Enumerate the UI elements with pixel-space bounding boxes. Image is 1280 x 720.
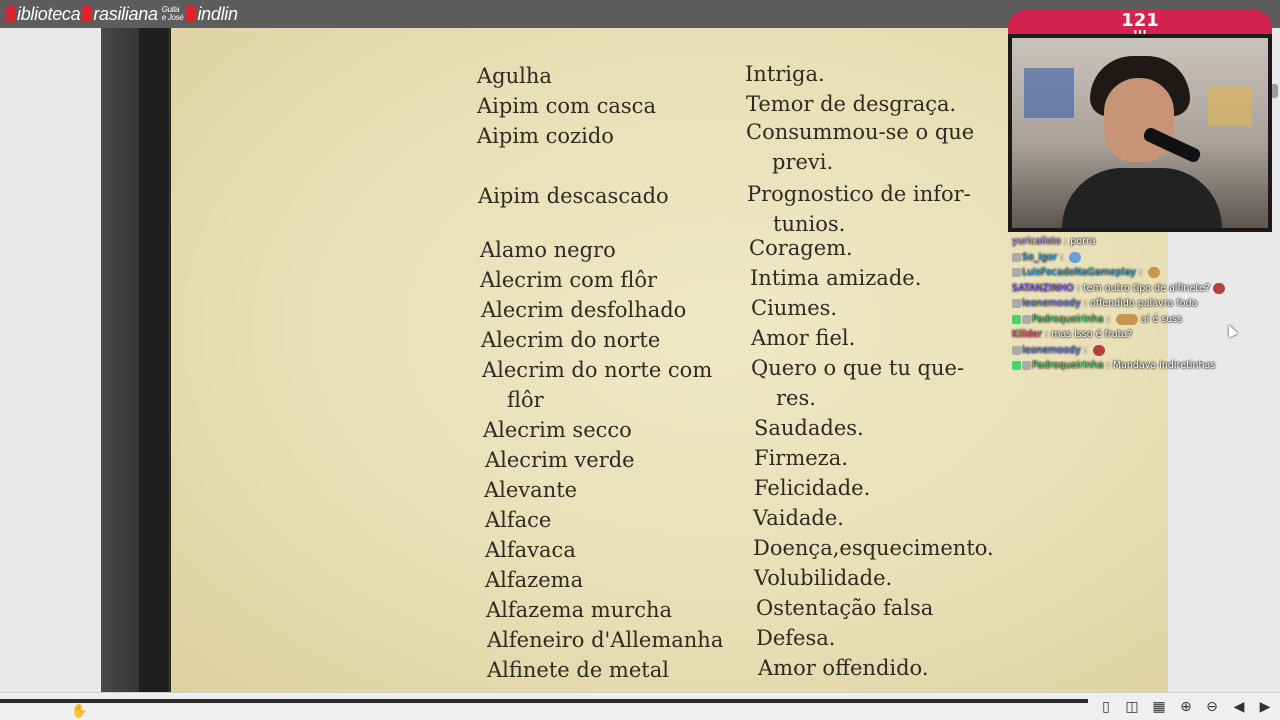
chat-user: LuisFocadoNaGameplay — [1022, 267, 1136, 278]
entry-term: Alecrim desfolhado — [481, 298, 687, 322]
entry-meaning: Saudades. — [754, 416, 864, 440]
zoom-out-icon[interactable]: ⊖ — [1206, 699, 1218, 715]
entry-term: Alamo negro — [480, 238, 616, 262]
entry-meaning: Amor offendido. — [758, 656, 929, 680]
entry-meaning: Amor fiel. — [751, 326, 856, 350]
entry-term-cont: flôr — [507, 388, 544, 412]
entry-term: Aipim descascado — [478, 184, 669, 208]
entry-meaning: Doença,esquecimento. — [753, 536, 994, 560]
chat-user: SATANZINHO — [1012, 282, 1074, 294]
chat-separator: : — [1080, 344, 1090, 356]
chat-separator: : — [1103, 313, 1113, 325]
entry-meaning-cont: tunios. — [773, 212, 846, 236]
emote-icon — [1093, 345, 1105, 356]
entry-term: Alecrim do norte — [481, 328, 661, 352]
entry-meaning: Temor de desgraça. — [746, 92, 957, 116]
sub-badge-icon — [1012, 268, 1021, 277]
entry-meaning: Felicidade. — [754, 476, 871, 500]
entry-term: Alecrim com flôr — [480, 268, 658, 292]
chat-message — [1012, 250, 1272, 266]
chat-separator: : — [1135, 267, 1146, 278]
chat-separator: : — [1073, 282, 1083, 294]
entry-meaning: Defesa. — [756, 626, 836, 650]
entry-term: Alfazema — [485, 568, 584, 592]
entry-term: Alface — [485, 508, 552, 532]
entry-term: Alfavaca — [485, 538, 576, 562]
chat-message — [1012, 234, 1272, 250]
webcam-overlay — [1008, 10, 1272, 232]
webcam-frame — [1008, 34, 1272, 232]
shield-emote-icon — [1069, 252, 1081, 263]
single-page-icon[interactable]: ▯ — [1102, 699, 1110, 715]
viewer-count: 121 — [1121, 10, 1159, 31]
grid-icon[interactable]: ▦ — [1152, 699, 1166, 715]
arrow-left-icon[interactable]: ◀ — [1233, 699, 1245, 715]
double-page-icon[interactable]: ◫ — [1125, 699, 1139, 715]
hand-tool-icon[interactable]: ✋ — [71, 703, 88, 718]
emote-icon — [1213, 283, 1225, 294]
zoom-in-icon[interactable]: ⊕ — [1180, 699, 1192, 715]
entry-meaning: Firmeza. — [754, 446, 848, 470]
chat-separator: : — [1080, 298, 1090, 309]
chat-text: aí é suss — [1140, 313, 1183, 325]
horizontal-scrollbar[interactable] — [0, 699, 1088, 703]
streamer-body — [1062, 168, 1222, 232]
chat-user: So_Igor — [1022, 251, 1058, 263]
chat-text: Mandava indiretinhas — [1112, 360, 1216, 371]
emote-icon — [1148, 267, 1160, 278]
mod-badge-icon — [1012, 315, 1021, 324]
entry-meaning: Coragem. — [749, 236, 853, 260]
entry-meaning: Ciumes. — [751, 296, 838, 320]
logo-mark-b — [6, 6, 16, 22]
entry-meaning-cont: res. — [776, 386, 816, 410]
chat-text: mas isso é fruta? — [1051, 329, 1133, 340]
chat-text: tem outro tipo de alfinete? — [1082, 282, 1210, 294]
chat-user: Padroqueirinha — [1032, 360, 1104, 371]
chat-message — [1012, 281, 1272, 297]
entry-term: Alevante — [484, 478, 578, 502]
entry-term: Alecrim verde — [485, 448, 635, 472]
entry-term: Aipim com casca — [477, 94, 656, 118]
entry-term: Alfeneiro d'Allemanha — [487, 628, 724, 652]
entry-meaning: Consummou-se o que — [746, 120, 975, 144]
logo-word-1: iblioteca — [17, 3, 81, 24]
logo-small-2: e José — [161, 13, 184, 22]
entry-term: Alfazema murcha — [486, 598, 673, 622]
chat-user: Killder — [1012, 329, 1042, 340]
mod-badge-icon — [1012, 361, 1021, 370]
logo-word-2: rasiliana — [93, 3, 158, 24]
sub-badge-icon — [1012, 253, 1021, 262]
chat-message — [1012, 296, 1272, 312]
chat-user: yuricalisto — [1012, 236, 1061, 247]
logo-small-text — [162, 6, 184, 22]
arrow-right-icon[interactable]: ▶ — [1259, 699, 1271, 715]
chat-message — [1012, 358, 1272, 374]
entry-meaning: Intriga. — [745, 62, 825, 86]
chat-user: leonemoody — [1022, 298, 1081, 309]
chat-separator: : — [1057, 251, 1067, 263]
entry-term: Alecrim secco — [483, 418, 632, 442]
chat-overlay — [1012, 234, 1272, 374]
chat-message — [1012, 343, 1272, 359]
brand-logo[interactable] — [6, 3, 240, 25]
chat-separator: : — [1041, 329, 1052, 340]
entry-term: Alfinete de metal — [487, 658, 669, 682]
entry-meaning: Prognostico de infor- — [747, 182, 971, 206]
chat-text: porra — [1070, 236, 1096, 247]
chat-user: Padroqueirinha — [1032, 313, 1104, 325]
bottom-toolbar — [0, 692, 1280, 720]
logo-mark-b2 — [82, 6, 92, 22]
entry-meaning: Quero o que tu que- — [751, 356, 965, 380]
sub-badge-icon — [1022, 315, 1031, 324]
logo-small-1: Guita — [161, 5, 180, 14]
chat-text: offendido palavra foda — [1089, 298, 1198, 309]
scan-binding — [101, 28, 171, 692]
entry-meaning: Intima amizade. — [750, 266, 922, 290]
entry-meaning: Vaidade. — [753, 506, 844, 530]
background-decor — [1208, 86, 1252, 126]
streamer-head — [1104, 78, 1174, 162]
chat-message — [1012, 265, 1272, 281]
background-decor — [1024, 68, 1074, 118]
chat-separator: : — [1103, 360, 1113, 371]
sub-badge-icon — [1022, 361, 1031, 370]
entry-term: Alecrim do norte com — [482, 358, 713, 382]
logo-mark-m — [186, 6, 196, 22]
sub-badge-icon — [1012, 346, 1021, 355]
logo-word-3: indlin — [197, 3, 238, 24]
entry-term: Aipim cozido — [477, 124, 614, 148]
entry-term: Agulha — [477, 64, 552, 88]
entry-meaning-cont: previ. — [772, 150, 834, 174]
chat-separator: : — [1061, 236, 1071, 247]
entry-meaning: Volubilidade. — [754, 566, 893, 590]
entry-meaning: Ostentação falsa — [756, 596, 934, 620]
sub-badge-icon — [1012, 299, 1021, 308]
chat-user: leonemoody — [1022, 344, 1081, 356]
emote-icon — [1116, 314, 1138, 325]
